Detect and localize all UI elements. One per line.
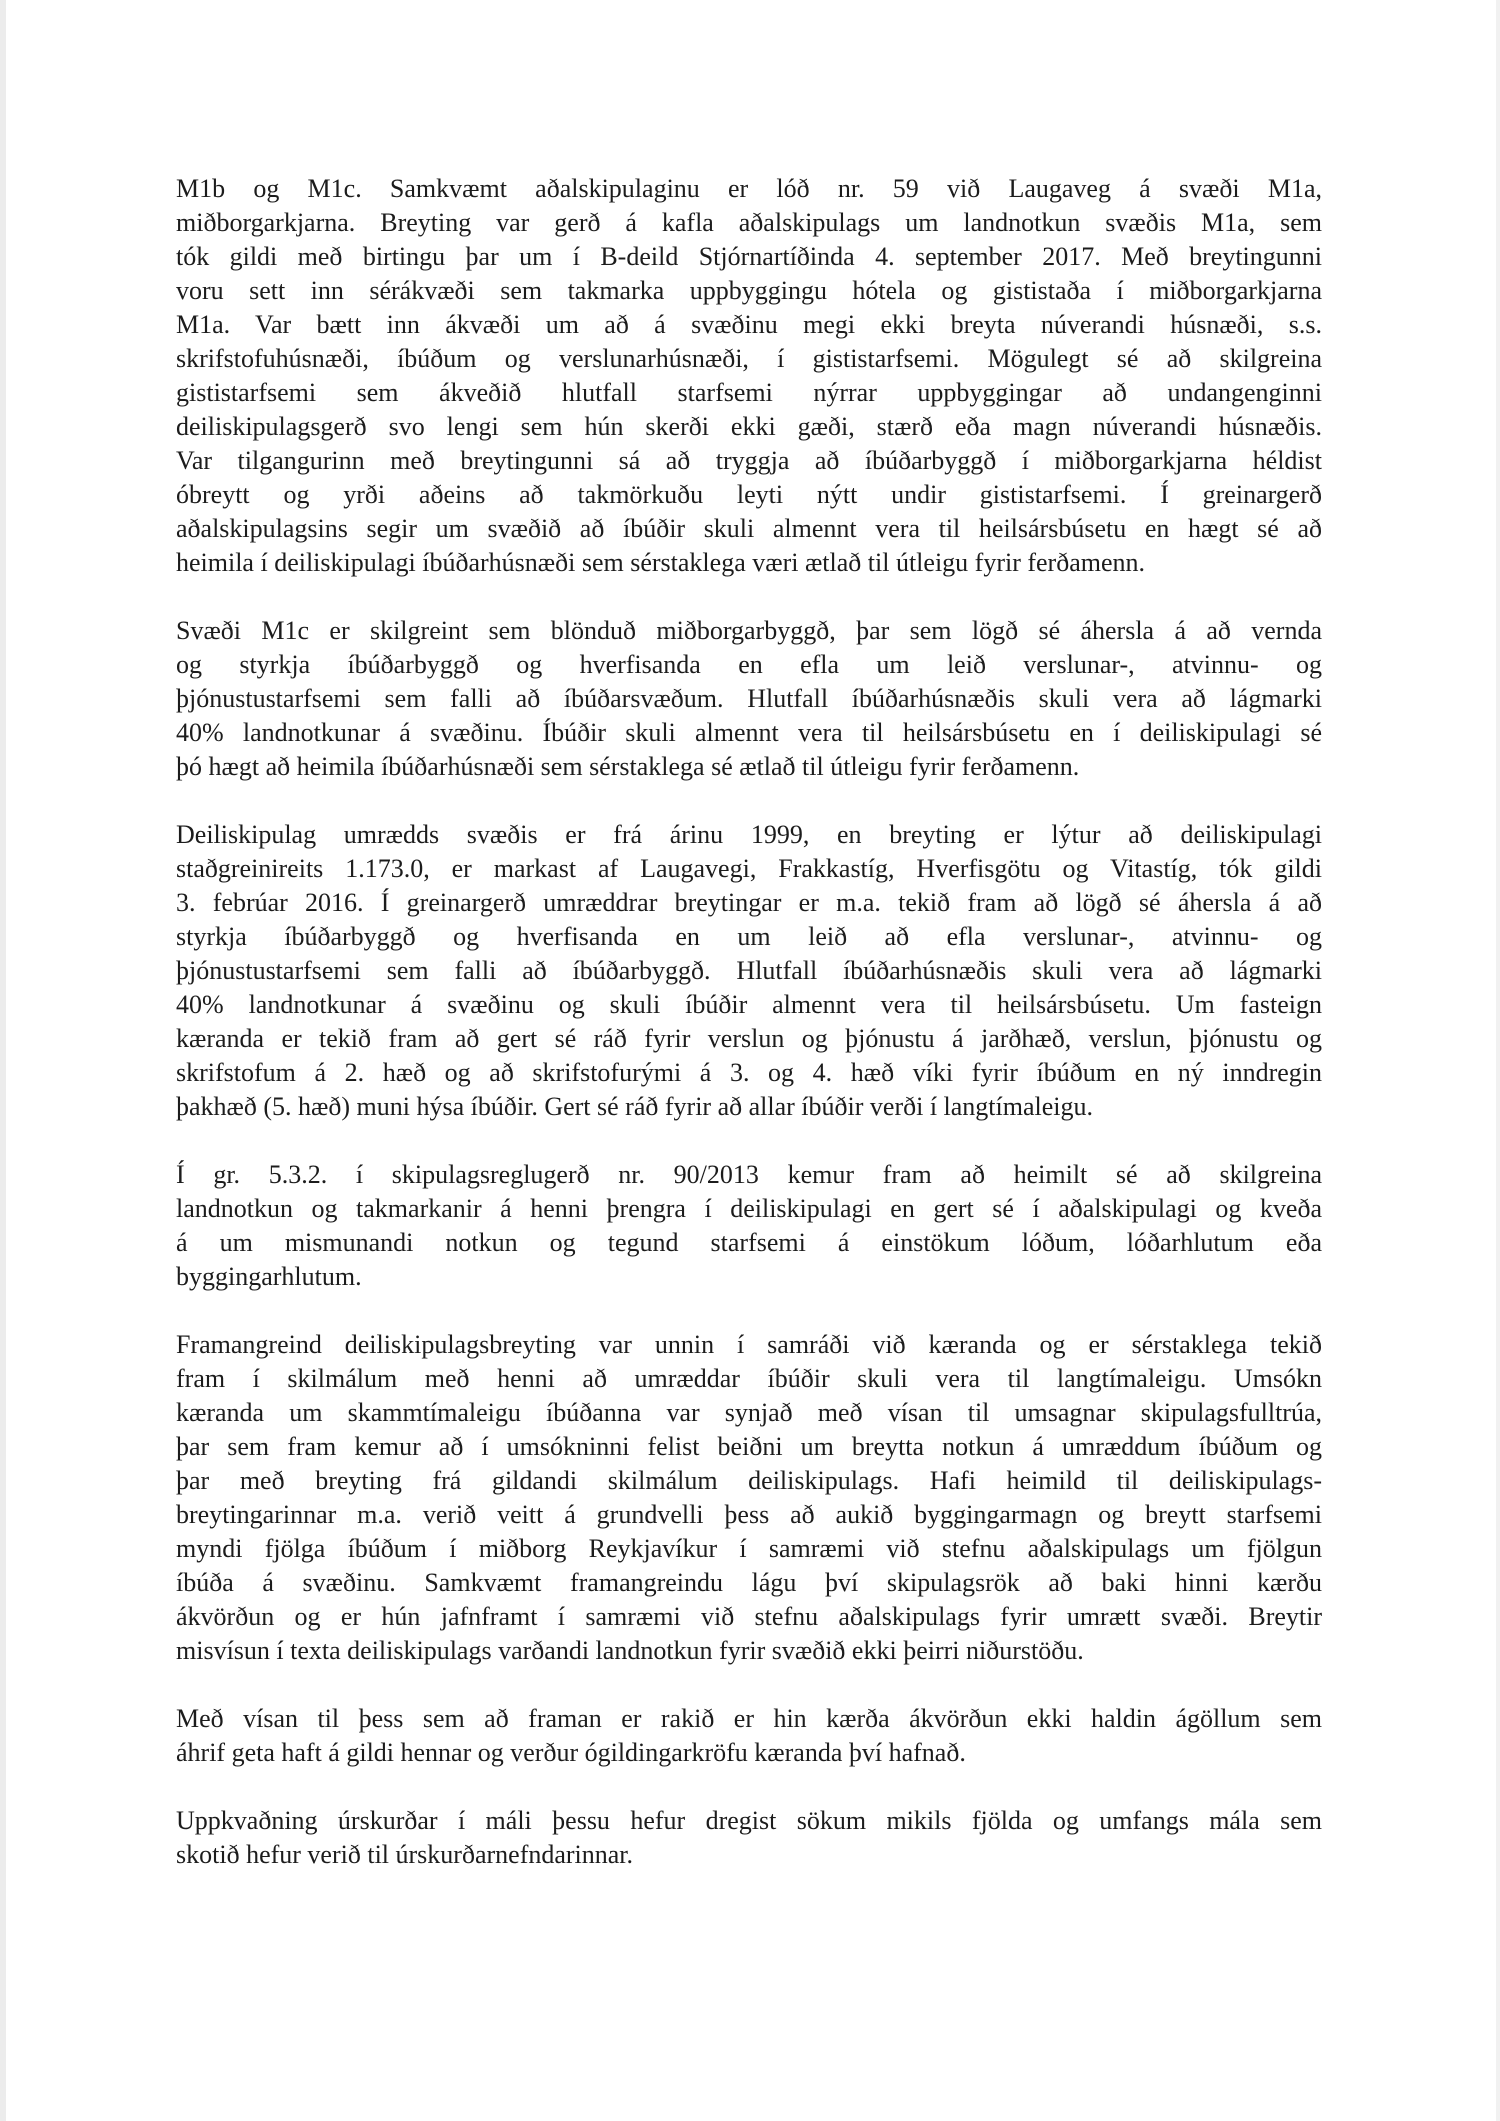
text-line: misvísun í texta deiliskipulags varðandi landnotkun fyrir svæðið ekki þeirri niðurstöðu. xyxy=(176,1636,1084,1665)
text-line: þó hægt að heimila íbúðarhúsnæði sem sérstaklega sé ætlað til útleigu fyrir ferðamenn. xyxy=(176,752,1080,781)
text-line: miðborgarkjarna. Breyting var gerð á kafla aðalskipulags um landnotkun svæðis M1a, sem xyxy=(176,208,1322,237)
text-line: byggingarhlutum. xyxy=(176,1262,362,1291)
text-line: kæranda um skammtímaleigu íbúðanna var synjað með vísan til umsagnar skipulagsfulltrúa, xyxy=(176,1398,1322,1427)
text-line: skrifstofuhúsnæði, íbúðum og verslunarhúsnæði, í gististarfsemi. Mögulegt sé að skilgreina xyxy=(176,344,1322,373)
text-line: gististarfsemi sem ákveðið hlutfall starfsemi nýrrar uppbyggingar að undangenginni xyxy=(176,378,1322,407)
text-line: óbreytt og yrði aðeins að takmörkuðu leyti nýtt undir gististarfsemi. Í greinargerð xyxy=(176,480,1322,509)
text-line: 40% landnotkunar á svæðinu og skuli íbúðir almennt vera til heilsársbúsetu. Um fasteign xyxy=(176,990,1322,1019)
text-line: þjónustustarfsemi sem falli að íbúðarsvæðum. Hlutfall íbúðarhúsnæðis skuli vera að lágmarki xyxy=(176,684,1322,713)
text-line: landnotkun og takmarkanir á henni þrengra í deiliskipulagi en gert sé í aðalskipulagi og kveða xyxy=(176,1194,1322,1223)
text-line: ákvörðun og er hún jafnframt í samræmi við stefnu aðalskipulags fyrir umrætt svæði. Breytir xyxy=(176,1602,1322,1631)
paragraph xyxy=(176,614,1322,784)
text-line: á um mismunandi notkun og tegund starfsemi á einstökum lóðum, lóðarhlutum eða xyxy=(176,1228,1322,1257)
text-line: þar með breyting frá gildandi skilmálum deiliskipulags. Hafi heimild til deiliskipulags- xyxy=(176,1466,1322,1495)
text-line: Uppkvaðning úrskurðar í máli þessu hefur dregist sökum mikils fjölda og umfangs mála sem xyxy=(176,1806,1322,1835)
text-line: skotið hefur verið til úrskurðarnefndarinnar. xyxy=(176,1840,634,1869)
paragraph xyxy=(176,1804,1322,1872)
paragraph xyxy=(176,1158,1322,1294)
text-line: kæranda er tekið fram að gert sé ráð fyrir verslun og þjónustu á jarðhæð, verslun, þjónustu og xyxy=(176,1024,1322,1053)
text-line: skrifstofum á 2. hæð og að skrifstofurými á 3. og 4. hæð víki fyrir íbúðum en ný inndregin xyxy=(176,1058,1322,1087)
text-line: og styrkja íbúðarbyggð og hverfisanda en efla um leið verslunar-, atvinnu- og xyxy=(176,650,1322,679)
text-line: breytingarinnar m.a. verið veitt á grundvelli þess að aukið byggingarmagn og breytt starfsemi xyxy=(176,1500,1322,1529)
text-line: þakhæð (5. hæð) muni hýsa íbúðir. Gert sé ráð fyrir að allar íbúðir verði í langtímaleigu. xyxy=(176,1092,1094,1121)
text-line: íbúða á svæðinu. Samkvæmt framangreindu lágu því skipulagsrök að baki hinni kærðu xyxy=(176,1568,1322,1597)
text-line: heimila í deiliskipulagi íbúðarhúsnæði sem sérstaklega væri ætlað til útleigu fyrir ferðamenn. xyxy=(176,548,1146,577)
text-line: myndi fjölga íbúðum í miðborg Reykjavíkur í samræmi við stefnu aðalskipulags um fjölgun xyxy=(176,1534,1322,1563)
paragraph xyxy=(176,1328,1322,1668)
text-line: Með vísan til þess sem að framan er rakið er hin kærða ákvörðun ekki haldin ágöllum sem xyxy=(176,1704,1322,1733)
text-line: þjónustustarfsemi sem falli að íbúðarbyggð. Hlutfall íbúðarhúsnæðis skuli vera að lágmarki xyxy=(176,956,1322,985)
text-line: Deiliskipulag umrædds svæðis er frá árinu 1999, en breyting er lýtur að deiliskipulagi xyxy=(176,820,1322,849)
text-line: aðalskipulagsins segir um svæðið að íbúðir skuli almennt vera til heilsársbúsetu en hægt sé að xyxy=(176,514,1322,543)
text-line: staðgreinireits 1.173.0, er markast af Laugavegi, Frakkastíg, Hverfisgötu og Vitastíg, tók gildi xyxy=(176,854,1322,883)
text-line: Svæði M1c er skilgreint sem blönduð miðborgarbyggð, þar sem lögð sé áhersla á að vernda xyxy=(176,616,1322,645)
text-line: áhrif geta haft á gildi hennar og verður ógildingarkröfu kæranda því hafnað. xyxy=(176,1738,966,1767)
text-line: tók gildi með birtingu þar um í B-deild Stjórnartíðinda 4. september 2017. Með breytingunni xyxy=(176,242,1322,271)
text-line: 40% landnotkunar á svæðinu. Íbúðir skuli almennt vera til heilsársbúsetu en í deiliskipulagi sé xyxy=(176,718,1322,747)
text-line: 3. febrúar 2016. Í greinargerð umræddrar breytingar er m.a. tekið fram að lögð sé áhersla á að xyxy=(176,888,1322,917)
text-line: voru sett inn sérákvæði sem takmarka uppbyggingu hótela og gististaða í miðborgarkjarna xyxy=(176,276,1322,305)
text-line: fram í skilmálum með henni að umræddar íbúðir skuli vera til langtímaleigu. Umsókn xyxy=(176,1364,1322,1393)
scan-page-edge-right xyxy=(1496,0,1500,2121)
paragraph xyxy=(176,172,1322,580)
document-body xyxy=(176,172,1322,1906)
text-line: deiliskipulagsgerð svo lengi sem hún skerði ekki gæði, stærð eða magn núverandi húsnæðis. xyxy=(176,412,1322,441)
paragraph xyxy=(176,818,1322,1124)
text-line: þar sem fram kemur að í umsókninni felist beiðni um breytta notkun á umræddum íbúðum og xyxy=(176,1432,1322,1461)
text-line: Framangreind deiliskipulagsbreyting var unnin í samráði við kæranda og er sérstaklega tekið xyxy=(176,1330,1322,1359)
text-line: Var tilgangurinn með breytingunni sá að tryggja að íbúðarbyggð í miðborgarkjarna héldist xyxy=(176,446,1322,475)
paragraph xyxy=(176,1702,1322,1770)
text-line: M1b og M1c. Samkvæmt aðalskipulaginu er lóð nr. 59 við Laugaveg á svæði M1a, xyxy=(176,174,1322,203)
text-line: styrkja íbúðarbyggð og hverfisanda en um leið að efla verslunar-, atvinnu- og xyxy=(176,922,1322,951)
scan-page-edge xyxy=(0,0,6,2121)
text-line: M1a. Var bætt inn ákvæði um að á svæðinu megi ekki breyta núverandi húsnæði, s.s. xyxy=(176,310,1322,339)
text-line: Í gr. 5.3.2. í skipulagsreglugerð nr. 90/2013 kemur fram að heimilt sé að skilgreina xyxy=(176,1160,1322,1189)
